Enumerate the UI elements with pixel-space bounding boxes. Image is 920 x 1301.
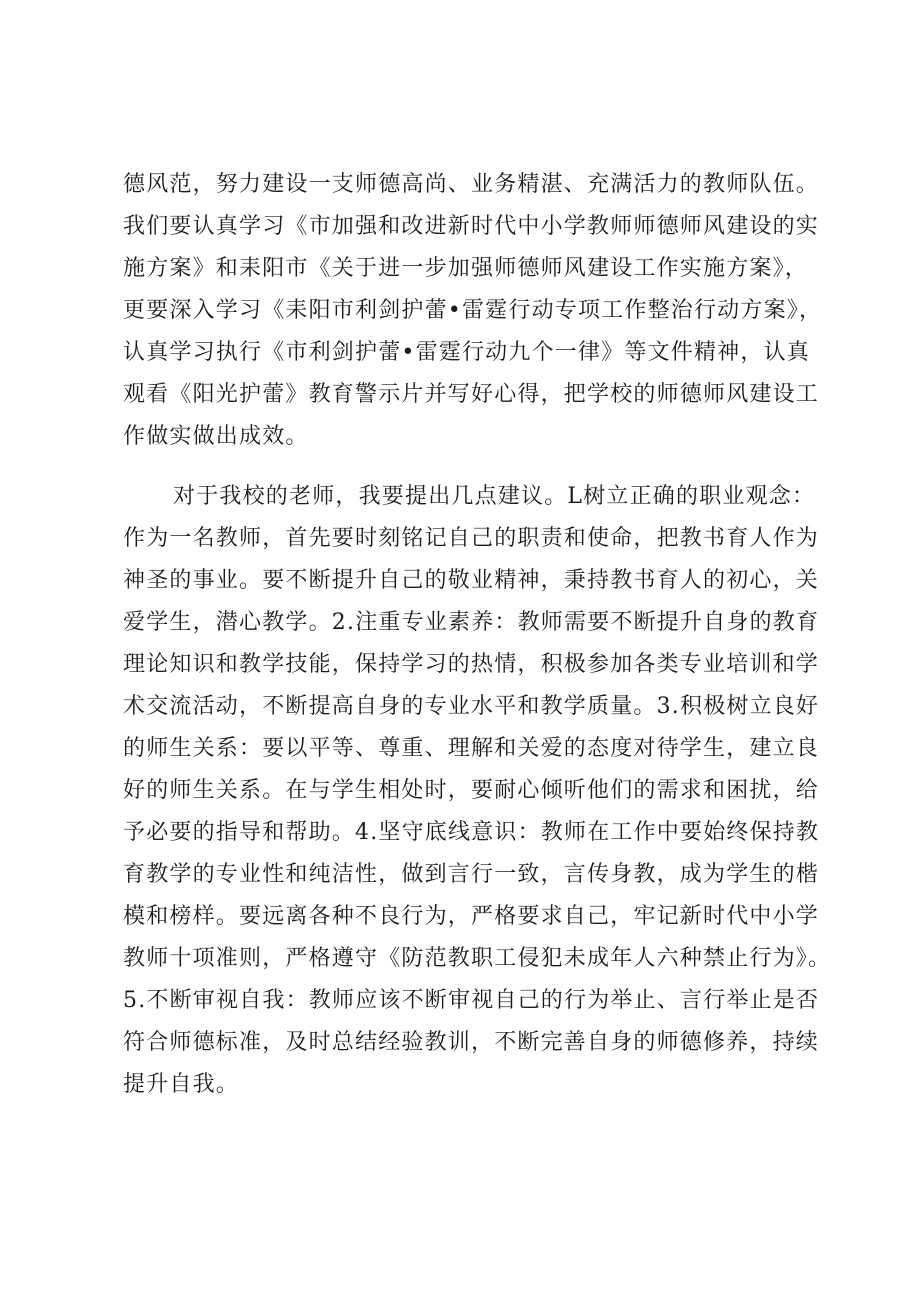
paragraph-line: 符合师德标准，及时总结经验教训，不断完善自身的师德修养，持续: [123, 1030, 820, 1055]
paragraph-line: 好的师生关系。在与学生相处时，要耐心倾听他们的需求和困扰，给: [123, 778, 820, 803]
paragraph-line: 爱学生，潜心教学。2.注重专业素养：教师需要不断提升自身的教育: [123, 610, 820, 635]
paragraph-line: 的师生关系：要以平等、尊重、理解和关爱的态度对待学生，建立良: [123, 736, 820, 761]
paragraph-line: 德风范，努力建设一支师德高尚、业务精湛、充满活力的教师队伍。: [123, 172, 820, 197]
paragraph-1: [123, 164, 823, 458]
paragraph-line: 5.不断审视自我：教师应该不断审视自己的行为举止、言行举止是否: [123, 988, 820, 1013]
paragraph-line: 我们要认真学习《市加强和改进新时代中小学教师师德师风建设的实: [123, 214, 820, 239]
paragraph-line: 术交流活动，不断提高自身的专业水平和教学质量。3.积极树立良好: [123, 694, 820, 719]
paragraph-line: 模和榜样。要远离各种不良行为，严格要求自己，牢记新时代中小学: [123, 904, 820, 929]
paragraph-line: 神圣的事业。要不断提升自己的敬业精神，秉持教书育人的初心，关: [123, 568, 820, 593]
paragraph-line: 更要深入学习《耒阳市利剑护蕾•雷霆行动专项工作整治行动方案》，: [123, 298, 823, 323]
paragraph-line: 育教学的专业性和纯洁性，做到言行一致，言传身教，成为学生的楷: [123, 862, 820, 887]
paragraph-line: 教师十项准则，严格遵守《防范教职工侵犯未成年人六种禁止行为》。: [123, 946, 832, 971]
paragraph-2: [123, 476, 832, 1106]
paragraph-line: 作做实做出成效。: [123, 424, 309, 449]
paragraph-line: 作为一名教师，首先要时刻铭记自己的职责和使命，把教书育人作为: [123, 526, 820, 551]
paragraph-line: 认真学习执行《市利剑护蕾•雷霆行动九个一律》等文件精神，认真: [123, 340, 810, 365]
paragraph-line: 施方案》和耒阳市《关于进一步加强师德师风建设工作实施方案》，: [123, 256, 809, 281]
paragraph-line: 提升自我。: [123, 1072, 240, 1097]
paragraph-line: 观看《阳光护蕾》教育警示片并写好心得，把学校的师德师风建设工: [123, 382, 820, 407]
paragraph-line: 予必要的指导和帮助。4.坚守底线意识：教师在工作中要始终保持教: [123, 820, 820, 845]
paragraph-line: 理论知识和教学技能，保持学习的热情，积极参加各类专业培训和学: [123, 652, 820, 677]
paragraph-line: 对于我校的老师，我要提出几点建议。L树立正确的职业观念：: [173, 484, 816, 509]
